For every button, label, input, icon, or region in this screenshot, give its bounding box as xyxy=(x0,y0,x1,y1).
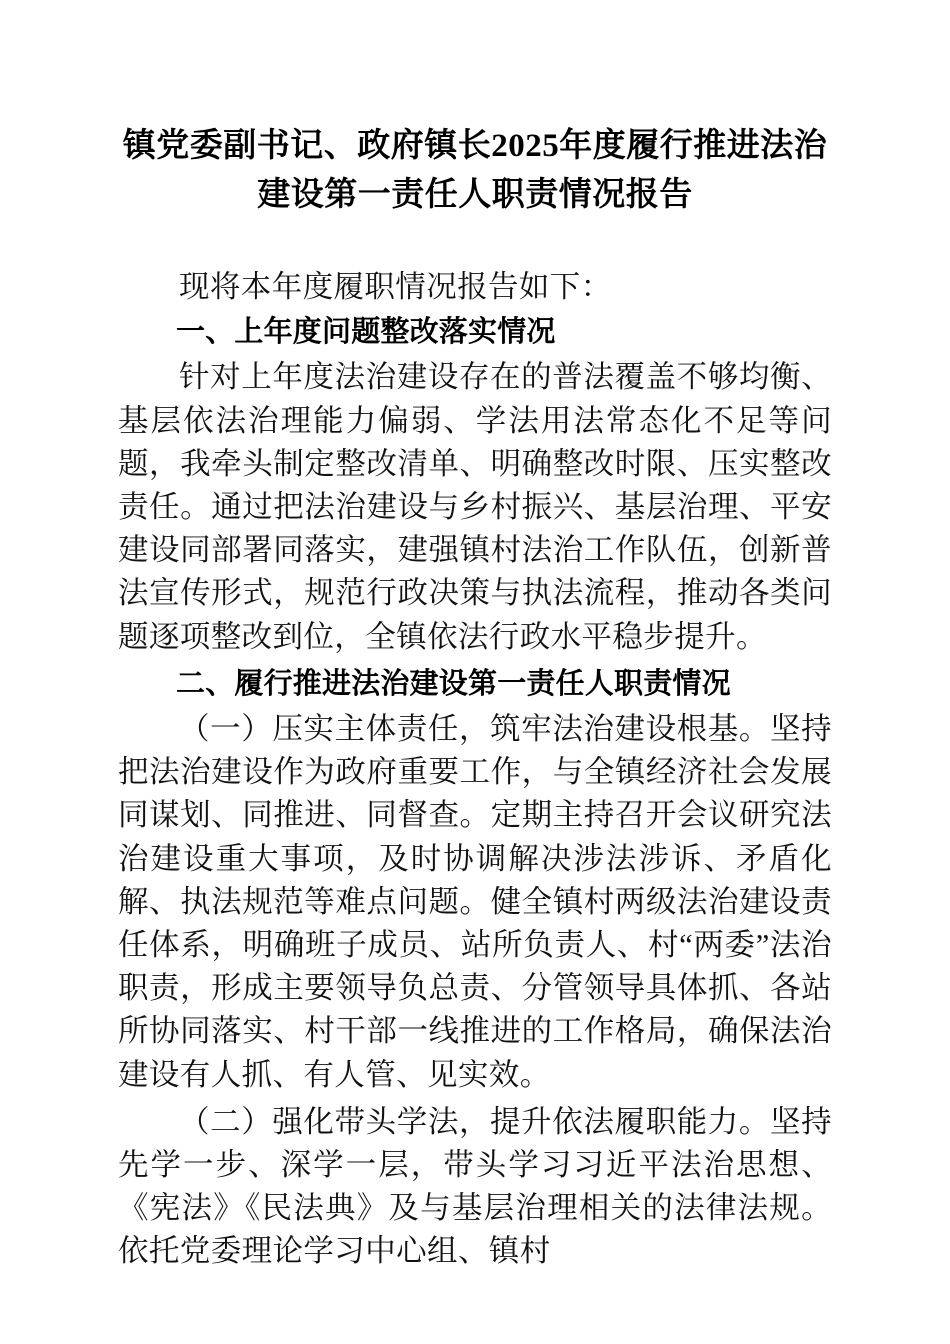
section-1-paragraph-1: 针对上年度法治建设存在的普法覆盖不够均衡、基层依法治理能力偏弱、学法用法常态化不足等问题，我牵头制定整改清单、明确整改时限、压实整改责任。通过把法治建设与乡村振兴、基层治理、平安建设同部署同落实，建强镇村法治工作队伍，创新普法宣传形式，规范行政决策与执法流程，推动各类问题逐项整改到位，全镇依法行政水平稳步提升。 xyxy=(118,360,832,654)
lead-paragraph: 现将本年度履职情况报告如下： xyxy=(179,270,612,304)
section-2-paragraph-1: （一）压实主体责任，筑牢法治建设根基。坚持把法治建设作为政府重要工作，与全镇经济社会发展同谋划、同推进、同督查。定期主持召开会议研究法治建设重大事项，及时协调解决涉法涉诉、矛盾化解、执法规范等难点问题。健全镇村两级法治建设责任体系，明确班子成员、站所负责人、村“两委”法治职责，形成主要领导负总责、分管领导具体抓、各站所协同落实、村干部一线推进的工作格局，确保法治建设有人抓、有人管、见实效。 xyxy=(118,712,832,1092)
section-heading-1: 一、上年度问题整改落实情况 xyxy=(176,316,556,349)
section-heading-2: 二、履行推进法治建设第一责任人职责情况 xyxy=(176,667,731,700)
document-content xyxy=(118,0,832,1274)
page-title: 镇党委副书记、政府镇长2025年度履行推进法治建设第一责任人职责情况报告 xyxy=(122,128,828,213)
title-body-spacer xyxy=(118,220,832,266)
section-2-paragraph-2: （二）强化带头学法，提升依法履职能力。坚持先学一步、深学一层，带头学习习近平法治思想、《宪法》《民法典》及与基层治理相关的法律法规。依托党委理论学习中心组、镇村 xyxy=(118,1104,832,1269)
